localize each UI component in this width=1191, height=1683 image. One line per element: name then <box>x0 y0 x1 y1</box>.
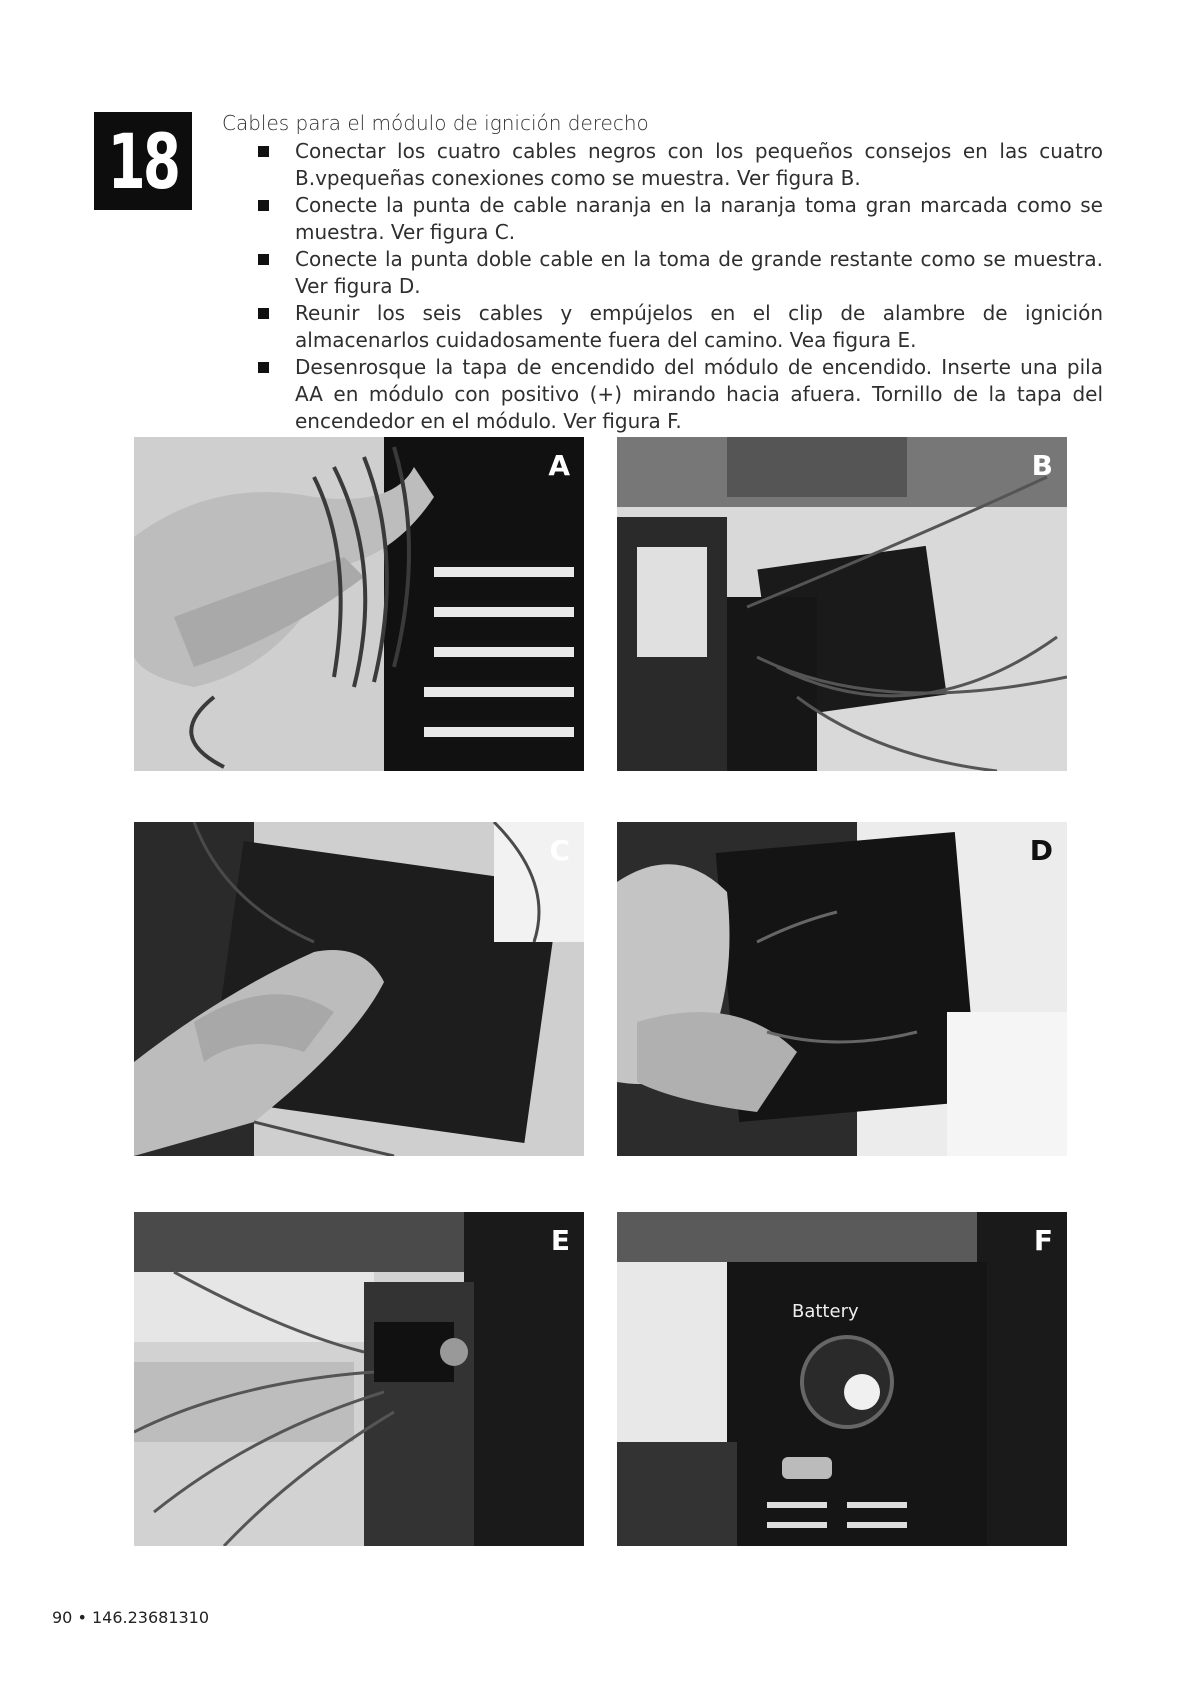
page-footer: 90 • 146.23681310 <box>52 1608 210 1627</box>
double-wire-connection-image <box>617 822 1067 1156</box>
figure-label: D <box>1029 834 1053 867</box>
square-bullet-icon <box>258 146 269 157</box>
figure-c-photo <box>134 822 584 1156</box>
figure-f-photo <box>617 1212 1067 1546</box>
figure-e-photo <box>134 1212 584 1546</box>
instruction-item <box>258 138 1103 192</box>
instruction-list <box>258 138 1103 435</box>
section-heading: Cables para el módulo de ignición derecho <box>222 111 649 135</box>
instruction-text: Desenrosque la tapa de encendido del módulo de encendido. Inserte una pila AA en módulo con positivo (+) mirando hacia afuera. Tornillo de la tapa del encendedor en el módulo. Ver figura F. <box>295 355 1103 433</box>
orange-wire-connection-image <box>134 822 584 1156</box>
instruction-item <box>258 354 1103 435</box>
square-bullet-icon <box>258 200 269 211</box>
figure-label: C <box>549 834 570 867</box>
square-bullet-icon <box>258 362 269 373</box>
figure-a-photo <box>134 437 584 771</box>
battery-text: Battery <box>792 1301 859 1322</box>
figure-d-photo <box>617 822 1067 1156</box>
hand-holding-wires-image <box>134 437 584 771</box>
ignition-module-connections-image <box>617 437 1067 771</box>
figure-b-photo <box>617 437 1067 771</box>
square-bullet-icon <box>258 254 269 265</box>
figure-label: B <box>1031 449 1053 482</box>
figure-label: F <box>1033 1224 1053 1257</box>
battery-cap-image <box>617 1212 1067 1546</box>
instruction-text: Conecte la punta doble cable en la toma de grande restante como se muestra. Ver figura D. <box>295 247 1103 298</box>
instruction-text: Reunir los seis cables y empújelos en el clip de alambre de ignición almacenarlos cuidadosamente fuera del camino. Vea figura E. <box>295 301 1103 352</box>
instruction-text: Conecte la punta de cable naranja en la naranja toma gran marcada como se muestra. Ver figura C. <box>295 193 1103 244</box>
instruction-item <box>258 300 1103 354</box>
figure-label: E <box>550 1224 570 1257</box>
wire-clip-image <box>134 1212 584 1546</box>
instruction-item <box>258 192 1103 246</box>
step-number-badge <box>94 112 192 210</box>
step-number: 18 <box>107 116 179 206</box>
instruction-item <box>258 246 1103 300</box>
square-bullet-icon <box>258 308 269 319</box>
figure-label: A <box>548 449 570 482</box>
instruction-text: Conectar los cuatro cables negros con los pequeños consejos en las cuatro B.vpequeñas conexiones como se muestra. Ver figura B. <box>295 139 1103 190</box>
